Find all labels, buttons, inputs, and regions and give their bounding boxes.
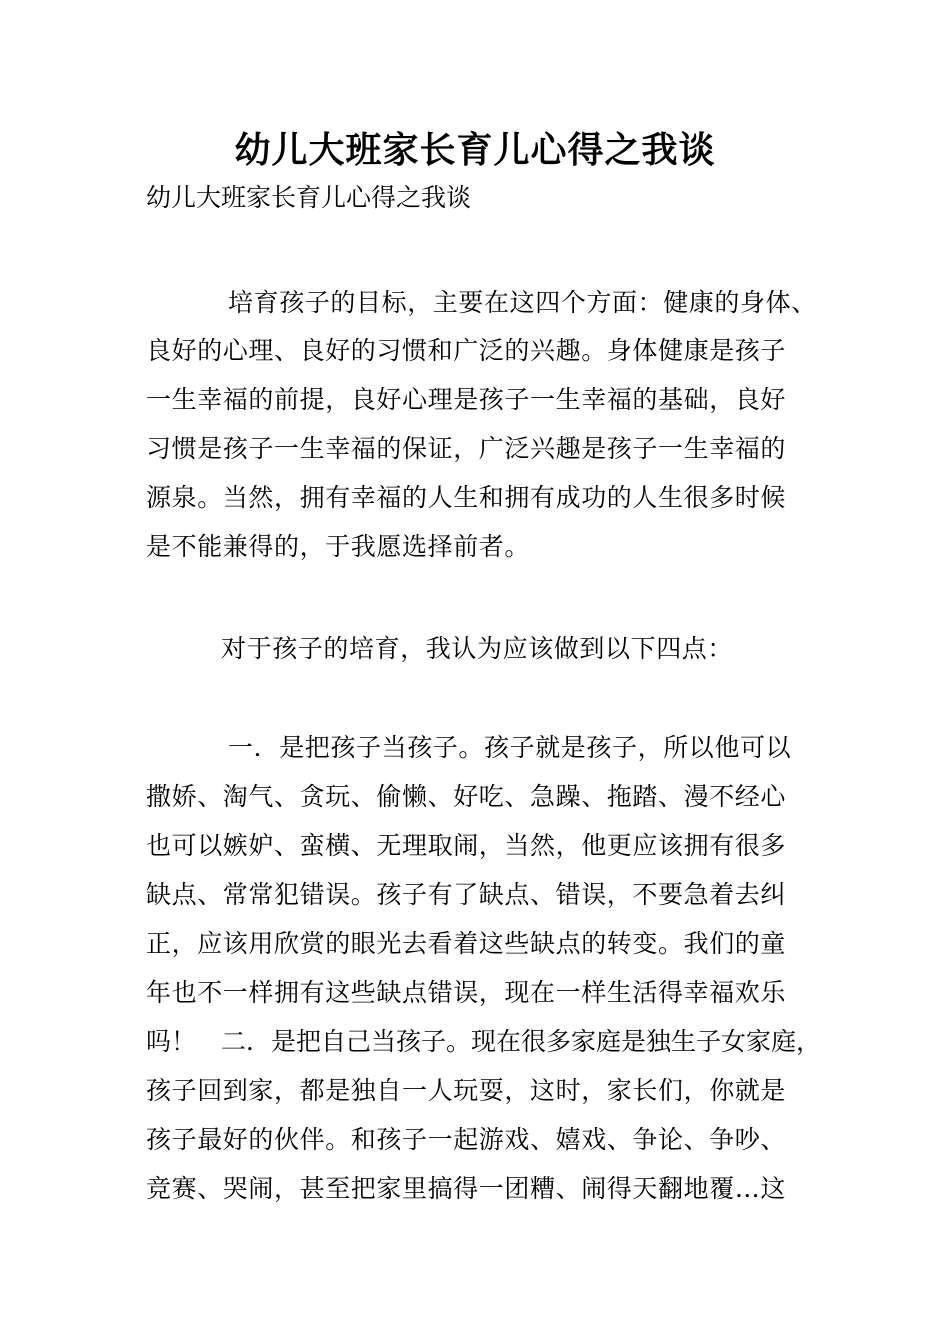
body-line: 一．是把孩子当孩子。孩子就是孩子，所以他可以 — [228, 733, 792, 762]
document-title: 幼儿大班家长育儿心得之我谈 — [234, 129, 716, 171]
body-line: 对于孩子的培育，我认为应该做到以下四点： — [221, 634, 734, 663]
body-line: 也可以嫉妒、蛮横、无理取闹，当然，他更应该拥有很多 — [146, 831, 787, 860]
body-line: 源泉。当然，拥有幸福的人生和拥有成功的人生很多时候 — [146, 483, 787, 512]
body-line: 习惯是孩子一生幸福的保证，广泛兴趣是孩子一生幸福的 — [146, 434, 787, 463]
body-line: 孩子最好的伙伴。和孩子一起游戏、嬉戏、争论、争吵、 — [146, 1125, 787, 1154]
document-subtitle: 幼儿大班家长育儿心得之我谈 — [146, 183, 472, 212]
body-line: 撒娇、淘气、贪玩、偷懒、好吃、急躁、拖踏、漫不经心 — [146, 782, 787, 811]
body-line: 缺点、常常犯错误。孩子有了缺点、错误，不要急着去纠 — [146, 880, 787, 909]
body-line: 竞赛、哭闹，甚至把家里搞得一团糟、闹得天翻地覆…这 — [146, 1174, 787, 1203]
body-line: 是不能兼得的，于我愿选择前者。 — [146, 532, 531, 561]
body-line: 年也不一样拥有这些缺点错误，现在一样生活得幸福欢乐 — [146, 978, 787, 1007]
body-line: 孩子回到家，都是独自一人玩耍，这时，家长们，你就是 — [146, 1076, 787, 1105]
body-line: 良好的心理、良好的习惯和广泛的兴趣。身体健康是孩子 — [146, 336, 787, 365]
body-line: 吗！ 二．是把自己当孩子。现在很多家庭是独生子女家庭， — [146, 1027, 822, 1056]
body-line: 正，应该用欣赏的眼光去看着这些缺点的转变。我们的童 — [146, 929, 787, 958]
body-line: 一生幸福的前提，良好心理是孩子一生幸福的基础，良好 — [146, 385, 787, 414]
body-line: 培育孩子的目标，主要在这四个方面：健康的身体、 — [228, 288, 817, 317]
